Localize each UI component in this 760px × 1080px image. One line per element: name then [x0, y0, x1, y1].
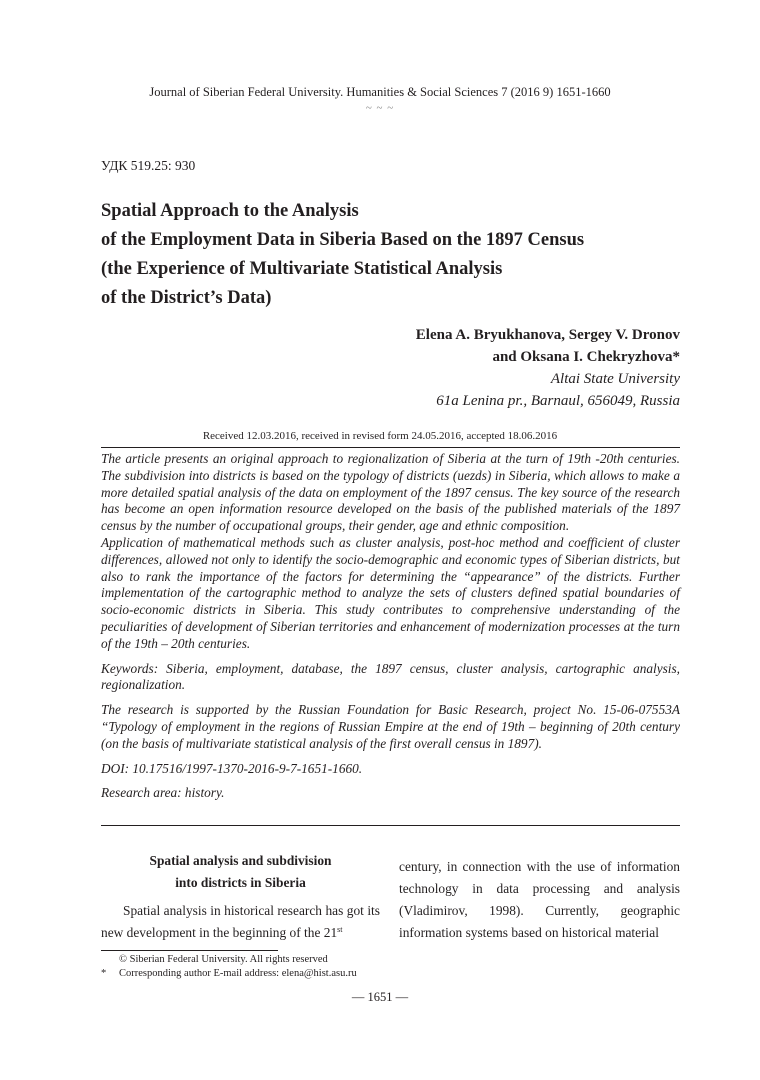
abstract-paragraph: The article presents an original approach to regionalization of Siberia at the turn of 19th -20th centuries. The subdivision into districts is based on the typology of districts (uezds) in Siberia, which allows to make a more detailed spatial analysis of the data on employment of the 1897 census. The key source of the research has become an open information resource developed on the basis of the published materials of the 1897 census by the number of occupational groups, their gender, age and ethnic composition.: [101, 451, 680, 534]
doi: DOI: 10.17516/1997-1370-2016-9-7-1651-1660.: [101, 760, 363, 776]
abstract-top-rule: [101, 447, 680, 448]
udk-code: УДК 519.25: 930: [101, 158, 196, 173]
keywords: Keywords: Siberia, employment, database, the 1897 census, cluster analysis, cartographic analysis, regionalization.: [101, 660, 680, 693]
body-column-right: [399, 856, 680, 944]
footnote-star: *: [101, 968, 107, 979]
affiliation: Altai State University: [550, 371, 680, 387]
copyright-note: © Siberian Federal University. All rights reserved: [119, 954, 328, 965]
page-number: — 1651 —: [351, 990, 409, 1004]
header-ornament: ~ ~ ~: [365, 102, 395, 114]
title-line: of the Employment Data in Siberia Based on the 1897 Census: [101, 230, 585, 250]
footnotes: [101, 953, 401, 981]
abstract: [101, 451, 680, 802]
title-line: Spatial Approach to the Analysis: [101, 201, 359, 221]
article-title: [101, 197, 661, 313]
authors-line: Elena A. Bryukhanova, Sergey V. Dronov: [415, 327, 680, 343]
section-title-line: into districts in Siberia: [175, 875, 306, 890]
research-area: Research area: history.: [101, 785, 225, 801]
section-title-line: Spatial analysis and subdivision: [149, 853, 332, 868]
address: 61a Lenina pr., Barnaul, 656049, Russia: [436, 393, 680, 409]
authors-block: [416, 324, 680, 412]
superscript: st: [337, 925, 343, 934]
title-line: of the District’s Data): [101, 288, 272, 308]
abstract-paragraph: Application of mathematical methods such as cluster analysis, post-hoc method and coefficient of cluster differences, allowed not only to identify the socio-demographic and economic types of Siberian districts, but also to rank the importance of the factors for determining the “appearance” of the districts. Further implementation of the cartographic method to analyze the sets of clusters defined spatial boundaries of socio-economic districts in Siberia. This study contributes to comprehensive understanding of the peculiarities of development of Siberian territories and enhancement of modernization processes at the turn of the 19th – 20th centuries.: [101, 534, 680, 651]
corresponding-note: [101, 967, 401, 981]
section-title: [101, 850, 380, 894]
funding-note: The research is supported by the Russian Foundation for Basic Research, project No. 15-06-07553A “Typology of employment in the regions of Russian Empire at the end of 19th – beginning of 20th century (on the basis of multivariate statistical analysis of the first overall census in 1897).: [101, 702, 680, 751]
footnote-rule: [101, 950, 278, 951]
authors-line: and Oksana I. Chekryzhova*: [492, 349, 680, 365]
title-line: (the Experience of Multivariate Statistical Analysis: [101, 259, 503, 279]
journal-header: Journal of Siberian Federal University. Humanities & Social Sciences 7 (2016 9) 1651-1660: [149, 85, 611, 99]
body-column-left: [101, 850, 380, 944]
body-paragraph: century, in connection with the use of information technology in data processing and analysis (Vladimirov, 1998). Currently, geographic information systems based on historical material: [399, 859, 680, 940]
corresponding-text: Corresponding author E-mail address: elena@hist.asu.ru: [119, 968, 357, 979]
received-dates: Received 12.03.2016, received in revised form 24.05.2016, accepted 18.06.2016: [202, 430, 558, 442]
abstract-bottom-rule: [101, 825, 680, 826]
body-paragraph: [101, 900, 380, 944]
body-text: Spatial analysis in historical research has got its new development in the beginning of the 21: [101, 903, 380, 940]
